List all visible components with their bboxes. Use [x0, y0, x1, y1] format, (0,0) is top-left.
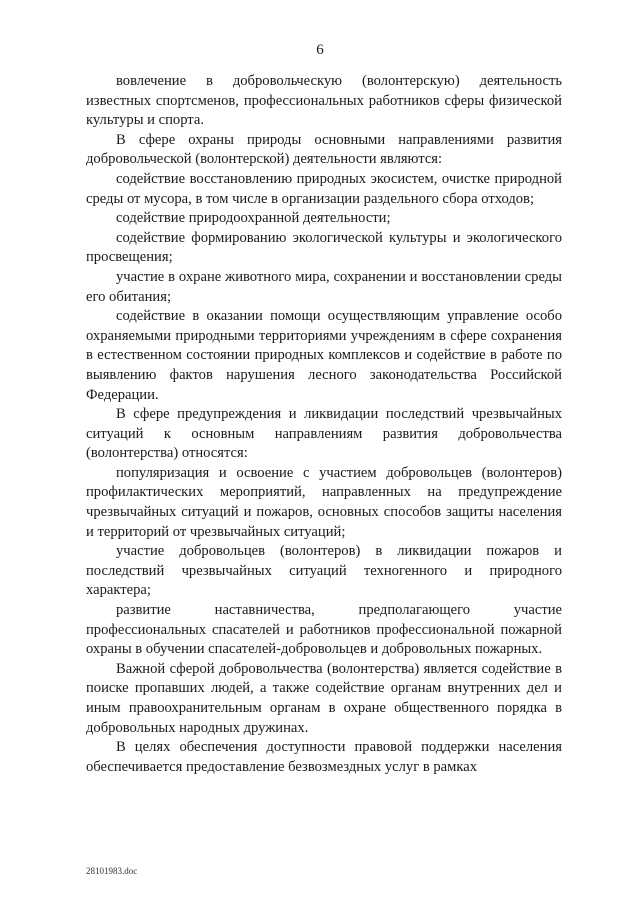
paragraph: участие добровольцев (волонтеров) в ликвидации пожаров и последствий чрезвычайных ситуаций техногенного и природного характера; — [86, 543, 562, 599]
file-name-footer: 28101983.doc — [86, 866, 138, 876]
paragraph: вовлечение в добровольческую (волонтерскую) деятельность известных спортсменов, профессиональных работников сферы физической культуры и спорта. — [86, 73, 562, 129]
document-body — [86, 72, 562, 777]
paragraph: содействие природоохранной деятельности; — [116, 210, 391, 227]
paragraph: содействие формированию экологической культуры и экологического просвещения; — [86, 229, 562, 266]
paragraph: содействие восстановлению природных экосистем, очистке природной среды от мусора, в том числе в организации раздельного сбора отходов; — [86, 170, 562, 207]
paragraph: развитие наставничества, предполагающего участие профессиональных спасателей и работников профессиональной пожарной охраны в обучении спасателей-добровольцев и добровольных пожарных. — [86, 602, 562, 658]
paragraph: участие в охране животного мира, сохранении и восстановлении среды его обитания; — [86, 268, 562, 305]
paragraph: В целях обеспечения доступности правовой поддержки населения обеспечивается предоставление безвозмездных услуг в рамках — [86, 739, 562, 775]
page-number: 6 — [316, 42, 324, 58]
paragraph: В сфере охраны природы основными направлениями развития добровольческой (волонтерской) деятельности являются: — [86, 131, 562, 168]
paragraph: Важной сферой добровольчества (волонтерства) является содействие в поиске пропавших людей, а также содействие органам внутренних дел и иным правоохранительным органам в охране общественного порядка в добровольных народных дружинах. — [86, 660, 562, 736]
paragraph: В сфере предупреждения и ликвидации последствий чрезвычайных ситуаций к основным направлениям развития добровольчества (волонтерства) относятся: — [86, 406, 562, 462]
paragraph: содействие в оказании помощи осуществляющим управление особо охраняемыми природными территориями учреждениям в сфере сохранения в естественном состоянии природных комплексов и содействие в работе по выявлению фактов нарушения лесного законодательства Российской Федерации. — [86, 308, 562, 403]
paragraph: популяризация и освоение с участием добровольцев (волонтеров) профилактических мероприятий, направленных на предупреждение чрезвычайных ситуаций и пожаров, основных способов защиты населения и территорий от чрезвычайных ситуаций; — [86, 464, 562, 540]
